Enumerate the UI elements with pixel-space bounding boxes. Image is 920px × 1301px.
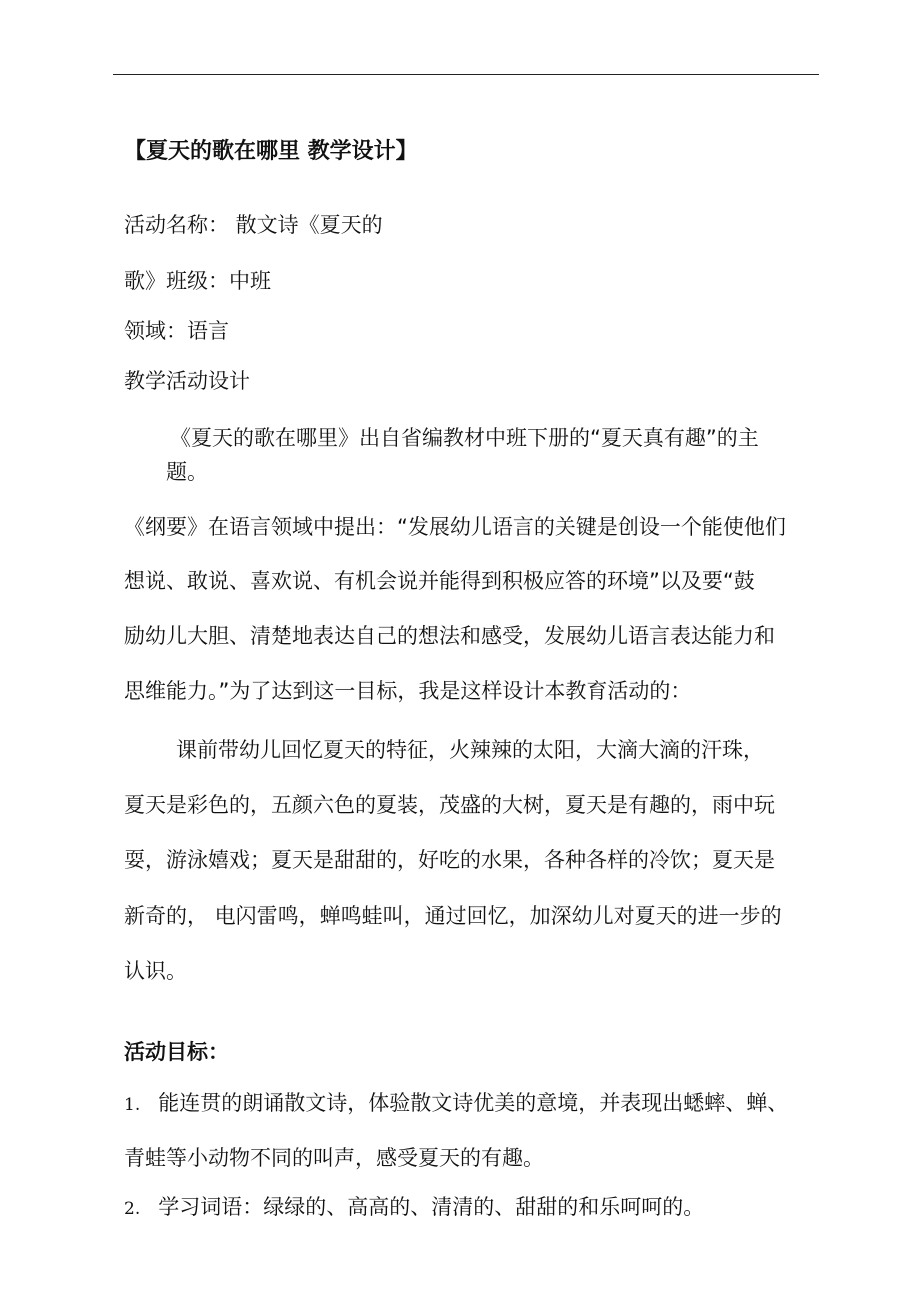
goal-1-text: 能连贯的朗诵散文诗，体验散文诗优美的意境，并表现出蟋蟀、蝉、 [158, 1091, 789, 1115]
goals-heading: 活动目标： [124, 1040, 229, 1064]
intro-line-2: 题。 [166, 460, 208, 484]
goal-1-line-2: 青蛙等小动物不同的叫声，感受夏天的有趣。 [124, 1146, 544, 1170]
goal-2-number: 2. [124, 1199, 141, 1219]
goal-1-line-1 [124, 1089, 788, 1119]
preclass-line-4: 新奇的， 电闪雷鸣，蝉鸣蛙叫，通过回忆，加深幼儿对夏天的进一步的 [124, 904, 782, 928]
preclass-line-5: 认识。 [124, 959, 187, 983]
preclass-line-1: 课前带幼儿回忆夏天的特征，火辣辣的太阳，大滴大滴的汗珠， [176, 738, 764, 762]
goal-1-number: 1. [124, 1095, 141, 1115]
activity-name-line-2: 歌》班级：中班 [124, 269, 271, 293]
outline-line-3: 励幼儿大胆、清楚地表达自己的想法和感受，发展幼儿语言表达能力和 [124, 624, 775, 648]
design-heading: 教学活动设计 [124, 369, 250, 393]
outline-line-2: 想说、敢说、喜欢说、有机会说并能得到积极应答的环境”以及要“鼓 [124, 569, 755, 593]
header-rule [113, 74, 819, 75]
activity-name-line-1: 活动名称： 散文诗《夏天的 [124, 213, 383, 237]
goal-2-text: 学习词语：绿绿的、高高的、清清的、甜甜的和乐呵呵的。 [158, 1195, 705, 1219]
document-title: 【夏天的歌在哪里 教学设计】 [124, 139, 418, 164]
outline-line-1: 《纲要》在语言领域中提出：“发展幼儿语言的关键是创设一个能使他们 [124, 515, 786, 539]
intro-line-1: 《夏天的歌在哪里》出自省编教材中班下册的“夏天真有趣”的主 [170, 426, 759, 450]
goal-2-line [124, 1193, 704, 1223]
outline-line-4: 思维能力。”为了达到这一目标，我是这样设计本教育活动的： [124, 679, 692, 703]
domain-line: 领域：语言 [124, 319, 229, 343]
preclass-line-2: 夏天是彩色的，五颜六色的夏装，茂盛的大树，夏天是有趣的，雨中玩 [124, 793, 775, 817]
preclass-line-3: 耍，游泳嬉戏；夏天是甜甜的，好吃的水果，各种各样的冷饮；夏天是 [124, 848, 775, 872]
